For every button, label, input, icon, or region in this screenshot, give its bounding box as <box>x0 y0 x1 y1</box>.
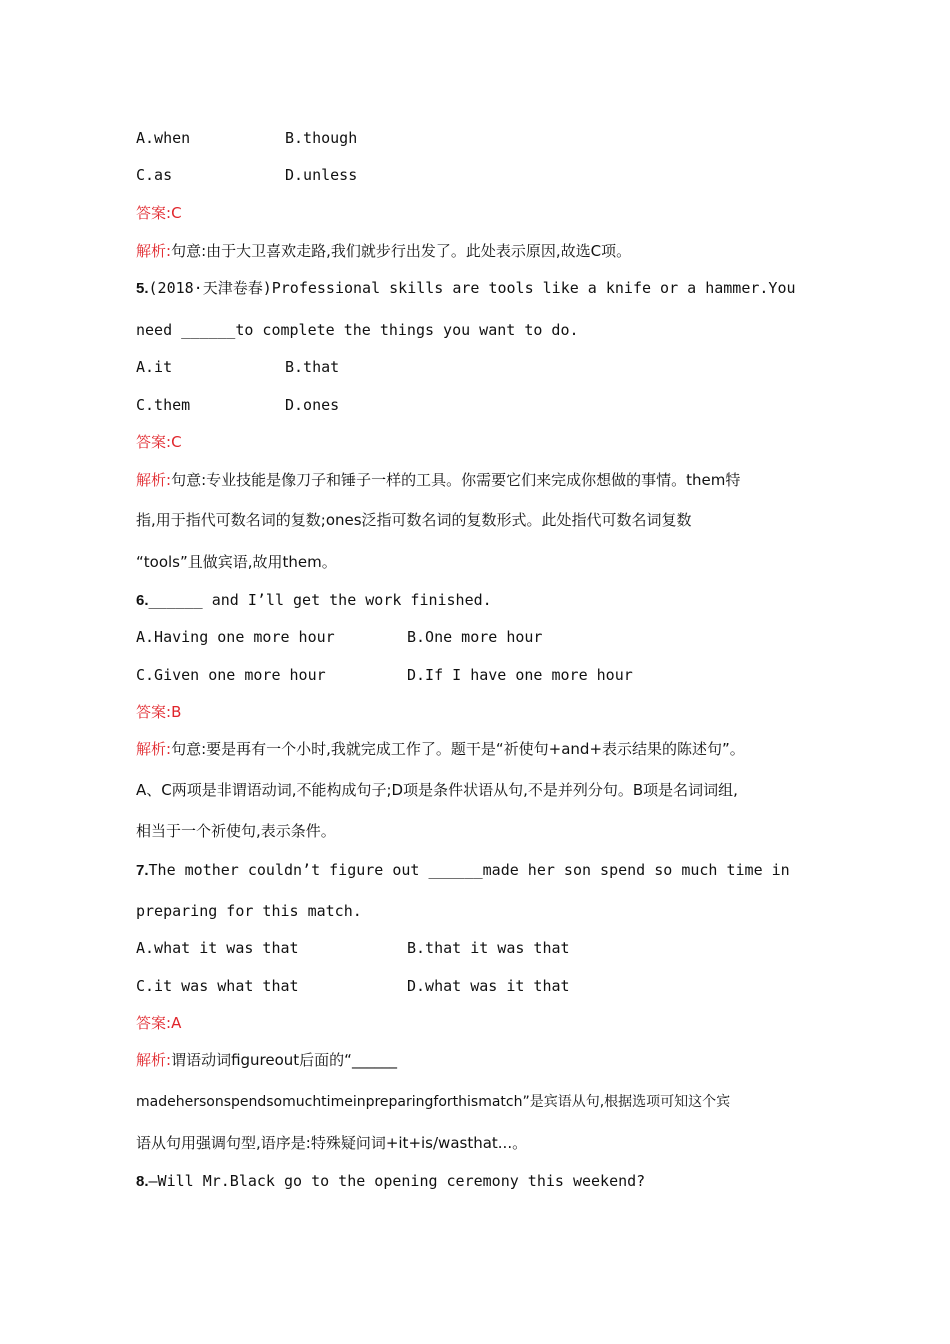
option-d: D.unless <box>285 166 358 184</box>
question-7-stem <box>136 860 790 881</box>
answer-label: 答案: <box>136 204 172 222</box>
analysis-label: 解析: <box>136 471 172 489</box>
analysis-label: 解析: <box>136 1051 172 1069</box>
question-6-stem <box>136 590 492 611</box>
option-d: D.ones <box>285 396 340 414</box>
analysis-text: 句意:要是再有一个小时,我就完成工作了。题干是“祈使句+and+表示结果的陈述句”。 <box>171 740 745 758</box>
analysis-text: 谓语动词figureout后面的“______ <box>171 1051 397 1069</box>
question-5-stem-cont: need ______to complete the things you want to do. <box>136 321 579 339</box>
answer-value: B <box>171 703 182 721</box>
question-text: —Will Mr.Black go to the opening ceremony this weekend? <box>148 1172 646 1190</box>
analysis-label: 解析: <box>136 740 172 758</box>
answer-value: C <box>171 433 182 451</box>
answer-value: C <box>171 204 182 222</box>
analysis-line <box>136 470 740 490</box>
answer-label: 答案: <box>136 433 172 451</box>
question-number: 5. <box>136 280 149 297</box>
option-a: A.it <box>136 358 173 376</box>
option-c: C.Given one more hour <box>136 666 326 684</box>
analysis-text-cont: madehersonspendsomuchtimeinpreparingforthismatch”是宾语从句,根据选项可知这个宾 <box>136 1094 731 1110</box>
question-text: The mother couldn’t figure out ______made her son spend so much time in <box>148 861 790 879</box>
answer-value: A <box>171 1014 182 1032</box>
question-number: 6. <box>136 592 149 609</box>
option-a: A.Having one more hour <box>136 628 335 646</box>
analysis-text-cont: 指,用于指代可数名词的复数;ones泛指可数名词的复数形式。此处指代可数名词复数 <box>136 511 692 529</box>
question-7-stem-cont: preparing for this match. <box>136 902 362 920</box>
option-b: B.that it was that <box>407 939 570 957</box>
question-text: ______ and I’ll get the work finished. <box>148 591 492 609</box>
analysis-line <box>136 1050 397 1070</box>
analysis-text-cont: “tools”且做宾语,故用them。 <box>136 553 337 571</box>
analysis-text-cont: A、C两项是非谓语动词,不能构成句子;D项是条件状语从句,不是并列分句。B项是名词词组, <box>136 781 738 799</box>
analysis-line <box>136 739 745 759</box>
option-b: B.One more hour <box>407 628 543 646</box>
option-d: D.If I have one more hour <box>407 666 633 684</box>
option-c: C.as <box>136 166 173 184</box>
question-8-stem <box>136 1171 645 1192</box>
answer-line <box>136 432 182 452</box>
answer-label: 答案: <box>136 703 172 721</box>
option-b: B.that <box>285 358 340 376</box>
analysis-text: 句意:专业技能是像刀子和锤子一样的工具。你需要它们来完成你想做的事情。them特 <box>171 471 741 489</box>
option-d: D.what was it that <box>407 977 570 995</box>
answer-line <box>136 1013 181 1033</box>
question-5-stem <box>136 278 796 299</box>
analysis-text: 句意:由于大卫喜欢走路,我们就步行出发了。此处表示原因,故选C项。 <box>171 242 632 260</box>
answer-line <box>136 702 181 722</box>
option-a: A.what it was that <box>136 939 299 957</box>
answer-line <box>136 203 182 223</box>
analysis-line <box>136 241 631 261</box>
answer-label: 答案: <box>136 1014 172 1032</box>
option-b: B.though <box>285 129 358 147</box>
question-number: 7. <box>136 862 149 879</box>
analysis-text-cont: 相当于一个祈使句,表示条件。 <box>136 822 336 840</box>
question-text: (2018·天津卷春)Professional skills are tools like a knife or a hammer.You <box>148 279 796 297</box>
option-a: A.when <box>136 129 191 147</box>
analysis-label: 解析: <box>136 242 172 260</box>
question-number: 8. <box>136 1173 149 1190</box>
analysis-text-cont: 语从句用强调句型,语序是:特殊疑问词+it+is/wasthat...。 <box>136 1134 528 1152</box>
option-c: C.them <box>136 396 191 414</box>
option-c: C.it was what that <box>136 977 299 995</box>
